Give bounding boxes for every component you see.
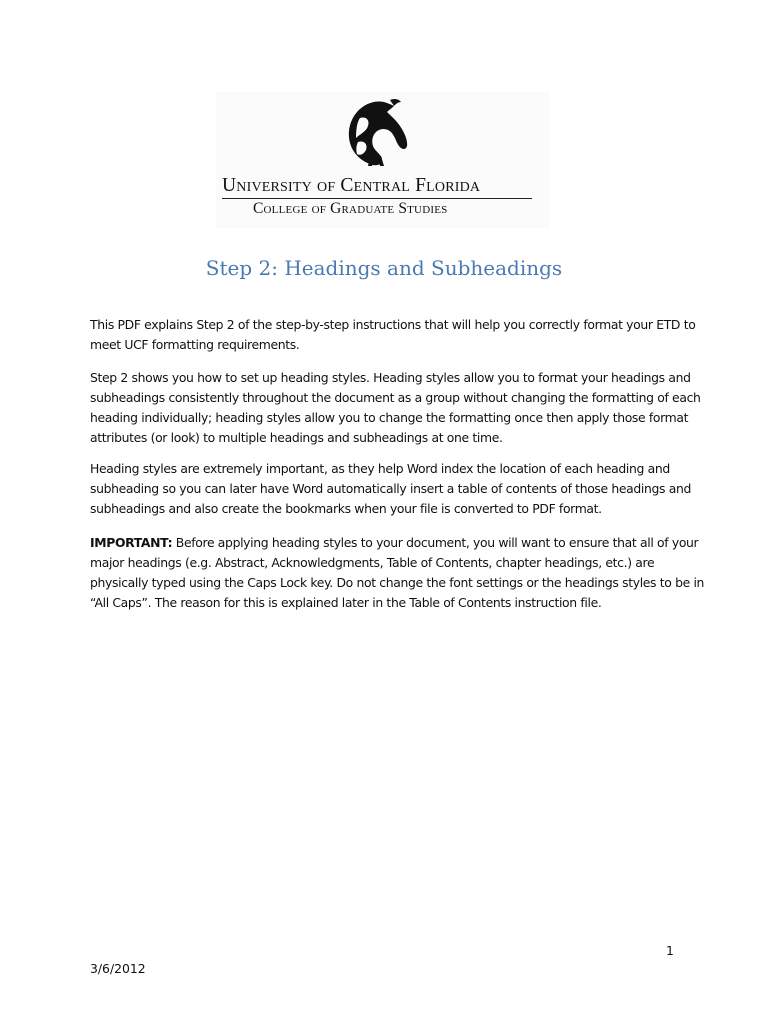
paragraph-line: Heading styles are extremely important, as they help Word index the location of each heading and: [90, 461, 670, 476]
paragraph-line: This PDF explains Step 2 of the step-by-step instructions that will help you correctly format your ETD to: [90, 317, 696, 332]
paragraph-line: subheadings and also create the bookmarks when your file is converted to PDF format.: [90, 501, 602, 516]
footer-date: 3/6/2012: [90, 961, 146, 976]
paragraph-line: major headings (e.g. Abstract, Acknowledgments, Table of Contents, chapter headings, etc.) are: [90, 555, 655, 570]
page-number: 1: [666, 943, 674, 958]
college-name: College of Graduate Studies: [253, 200, 448, 217]
important-label: IMPORTANT:: [90, 535, 173, 550]
important-text: Before applying heading styles to your document, you will want to ensure that all of your: [172, 535, 699, 550]
paragraph-important-note: [90, 533, 705, 613]
paragraph-line: physically typed using the Caps Lock key. Do not change the font settings or the headings styles to be in: [90, 575, 705, 590]
paragraph-line: subheadings consistently throughout the document as a group without changing the formatting of each: [90, 390, 701, 405]
paragraph-heading-styles: [90, 368, 701, 448]
letterhead: [216, 92, 550, 228]
paragraph-line: attributes (or look) to multiple headings and subheadings at one time.: [90, 430, 503, 445]
pegasus-logo-icon: [344, 98, 410, 168]
paragraph-line: [90, 533, 699, 553]
university-name: University of Central Florida: [222, 175, 481, 196]
letterhead-rule: [222, 198, 532, 199]
paragraph-line: “All Caps”. The reason for this is explained later in the Table of Contents instruction file.: [90, 595, 602, 610]
paragraph-line: subheading so you can later have Word automatically insert a table of contents of those headings and: [90, 481, 691, 496]
paragraph-importance: [90, 459, 690, 519]
paragraph-line: meet UCF formatting requirements.: [90, 337, 300, 352]
paragraph-line: heading individually; heading styles allow you to change the formatting once then apply those format: [90, 410, 689, 425]
page-title: Step 2: Headings and Subheadings: [205, 256, 563, 280]
paragraph-line: Step 2 shows you how to set up heading styles. Heading styles allow you to format your headings and: [90, 370, 691, 385]
paragraph-intro: [90, 315, 696, 355]
